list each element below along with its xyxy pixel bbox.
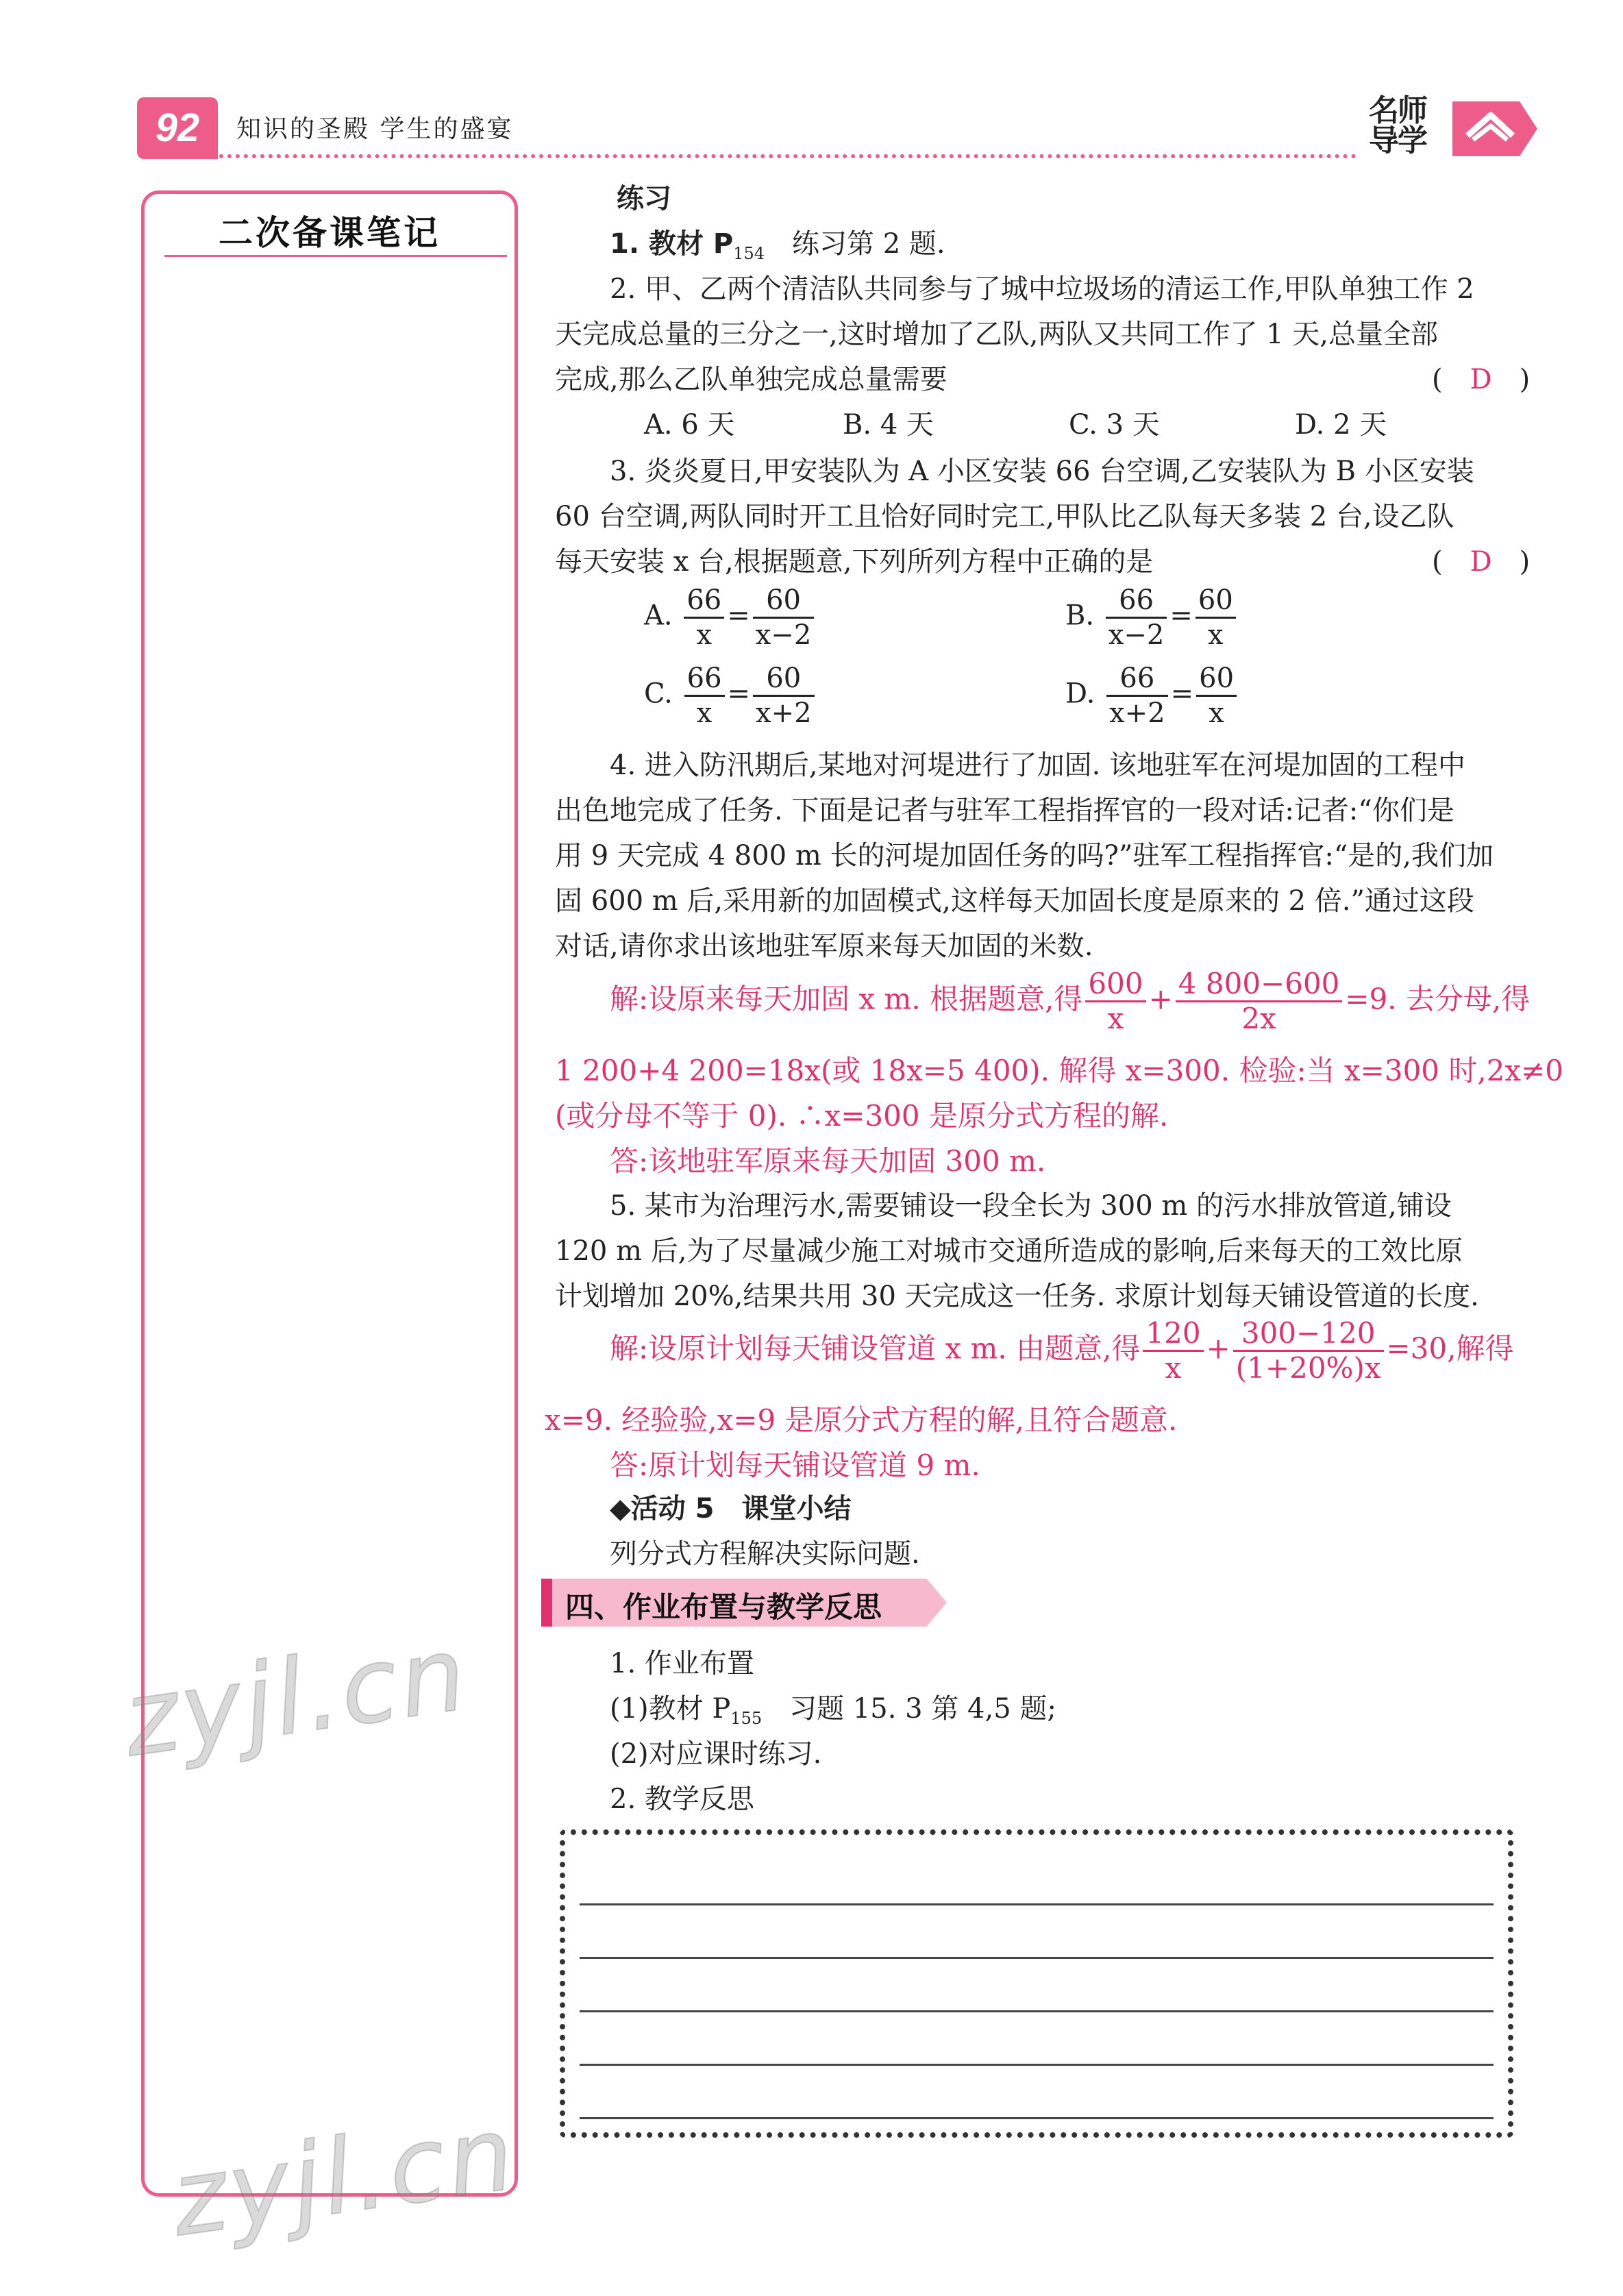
section-4-banner-bar — [541, 1579, 552, 1627]
reflection-heading: 2. 教学反思 — [610, 1783, 754, 1815]
notes-title: 二次备课笔记 — [219, 213, 441, 253]
plus-sign: + — [1148, 982, 1173, 1016]
q2-answer: D — [1470, 364, 1492, 395]
frac-den: x+2 — [756, 698, 812, 729]
q5-solution-line-1 — [610, 1317, 1514, 1385]
reflection-line — [580, 2010, 1494, 2012]
q3-option-a: A. $\frac{66}{x}$ = $\frac{60}{x-2}$ — [644, 584, 817, 652]
q2-option-d: D. 2 天 — [1295, 409, 1387, 441]
reflection-line — [580, 1957, 1494, 1959]
frac-den: x — [1209, 698, 1224, 729]
question-2-line-2: 天完成总量的三分之一,这时增加了乙队,两队又共同工作了 1 天,总量全部 — [555, 319, 1439, 350]
q5-sol-text: 解:设原计划每天铺设管道 x m. 由题意,得 — [610, 1331, 1141, 1366]
q4-solution-line-3: (或分母不等于 0). ∴x=300 是原分式方程的解. — [555, 1099, 1169, 1133]
page-number: 92 — [137, 97, 218, 159]
section-4-title: 四、作业布置与教学反思 — [565, 1590, 882, 1624]
q4-solution-line-2: 1 200+4 200=18x(或 18x=5 400). 解得 x=300. 检验:当 x=300 时,2x≠0 — [555, 1054, 1564, 1087]
frac-num: 4 800−600 — [1176, 967, 1343, 1002]
frac-den: x+2 — [1109, 698, 1165, 729]
option-label: B. — [1065, 600, 1095, 632]
frac-den: x — [696, 698, 713, 729]
brand-logo-text — [1369, 93, 1451, 158]
hw1-page-sub: 155 — [730, 1709, 763, 1728]
frac-num: 66 — [684, 662, 725, 697]
activity-5-title — [610, 1487, 852, 1526]
homework-item-2: (2)对应课时练习. — [610, 1738, 822, 1770]
frac-den: x−2 — [1108, 619, 1165, 651]
q4-sol-text: 解:设原来每天加固 x m. 根据题意,得 — [610, 982, 1083, 1016]
q5-solution-line-2: x=9. 经验验,x=9 是原分式方程的解,且符合题意. — [545, 1403, 1178, 1437]
reflection-box — [560, 1829, 1513, 2138]
q5-sol-text-2: =30,解得 — [1386, 1331, 1514, 1366]
notes-sidebar — [141, 190, 518, 2197]
frac-den: x — [1208, 619, 1224, 651]
q5-solution-line-3: 答:原计划每天铺设管道 9 m. — [610, 1448, 980, 1482]
frac-num: 60 — [753, 662, 815, 697]
header-divider — [219, 154, 1356, 158]
hw1-rest: 习题 15. 3 第 4,5 题; — [762, 1693, 1056, 1725]
question-5-line-3: 计划增加 20%,结果共用 30 天完成这一任务. 求原计划每天铺设管道的长度. — [555, 1281, 1479, 1312]
q3-answer: D — [1470, 546, 1492, 578]
q2-option-b: B. 4 天 — [843, 409, 934, 441]
logo-line-2: 导学 — [1369, 123, 1426, 158]
q2-answer-bracket: ( D ) — [1432, 364, 1531, 395]
q1-page-sub: 154 — [733, 244, 765, 263]
q3-option-c: C. $\frac{66}{x}$ = $\frac{60}{x+2}$ — [644, 662, 817, 730]
frac-den: 2x — [1241, 1002, 1276, 1035]
frac-num: 120 — [1143, 1317, 1203, 1352]
frac-num: 60 — [1196, 662, 1237, 697]
brand-logo-icon — [1452, 96, 1537, 162]
question-4-line-5: 对话,请你求出该地驻军原来每天加固的米数. — [555, 930, 1093, 962]
watermark: zyjl.cn — [116, 1614, 475, 1781]
practice-heading: 练习 — [617, 183, 671, 214]
question-2-line-1: 2. 甲、乙两个清洁队共同参与了城中垃圾场的清运工作,甲队单独工作 2 — [610, 273, 1474, 305]
notes-title-underline — [164, 255, 507, 257]
q4-solution-line-4: 答:该地驻军原来每天加固 300 m. — [610, 1144, 1046, 1178]
activity-5-title-text: ◆活动 5 课堂小结 — [610, 1493, 852, 1525]
question-1 — [610, 222, 945, 263]
frac-num: 60 — [1195, 584, 1236, 619]
frac-den: x−2 — [755, 619, 812, 651]
plus-sign: + — [1206, 1331, 1230, 1366]
question-3-line-3: 每天安装 x 台,根据题意,下列所列方程中正确的是 — [555, 546, 1154, 578]
question-3-line-1: 3. 炎炎夏日,甲安装队为 A 小区安装 66 台空调,乙安装队为 B 小区安装 — [610, 456, 1474, 487]
reflection-line — [580, 2117, 1494, 2119]
option-label: C. — [644, 678, 673, 710]
watermark: zyjl.cn — [164, 2093, 523, 2260]
frac-den: x — [1165, 1351, 1182, 1385]
question-3-line-2: 60 台空调,两队同时开工且恰好同时完工,甲队比乙队每天多装 2 台,设乙队 — [555, 501, 1454, 532]
frac-num: 60 — [753, 584, 815, 619]
frac-den: (1+20%)x — [1235, 1351, 1381, 1385]
hw1-text: (1)教材 P — [610, 1693, 731, 1725]
frac-num: 66 — [1106, 584, 1167, 619]
q3-option-d: D. $\frac{66}{x+2}$ = $\frac{60}{x}$ — [1065, 662, 1239, 730]
frac-num: 600 — [1085, 967, 1145, 1002]
question-4-line-4: 固 600 m 后,采用新的加固模式,这样每天加固长度是原来的 2 倍.”通过这段 — [555, 885, 1474, 917]
question-2-line-3: 完成,那么乙队单独完成总量需要 — [555, 364, 947, 395]
q1-rest: 练习第 2 题. — [765, 228, 945, 260]
option-label: A. — [644, 600, 673, 632]
frac-den: x — [1107, 1002, 1124, 1035]
question-5-line-2: 120 m 后,为了尽量减少施工对城市交通所造成的影响,后来每天的工效比原 — [555, 1235, 1463, 1267]
option-label: D. — [1065, 678, 1095, 710]
homework-heading: 1. 作业布置 — [610, 1648, 754, 1679]
reflection-line — [580, 2064, 1494, 2066]
reflection-line — [580, 1903, 1494, 1905]
question-4-line-3: 用 9 天完成 4 800 m 长的河堤加固任务的吗?”驻军工程指挥官:“是的,我们加 — [555, 840, 1494, 872]
question-5-line-1: 5. 某市为治理污水,需要铺设一段全长为 300 m 的污水排放管道,铺设 — [610, 1190, 1452, 1222]
activity-5-content: 列分式方程解决实际问题. — [610, 1538, 920, 1570]
q2-option-c: C. 3 天 — [1069, 409, 1160, 441]
question-4-line-1: 4. 进入防汛期后,某地对河堤进行了加固. 该地驻军在河堤加固的工程中 — [610, 750, 1466, 781]
header-slogan: 知识的圣殿 学生的盛宴 — [236, 115, 514, 143]
homework-item-1 — [610, 1687, 1056, 1728]
q3-answer-bracket: ( D ) — [1432, 546, 1531, 578]
q1-text: 1. 教材 P — [610, 228, 734, 260]
frac-num: 66 — [1106, 662, 1168, 697]
frac-den: x — [696, 619, 713, 651]
q3-option-b: B. $\frac{66}{x-2}$ = $\frac{60}{x}$ — [1065, 584, 1239, 652]
logo-line-1: 名师 — [1369, 93, 1426, 128]
q4-solution-line-1 — [610, 967, 1530, 1035]
question-4-line-2: 出色地完成了任务. 下面是记者与驻军工程指挥官的一段对话:记者:“你们是 — [555, 795, 1454, 826]
frac-num: 66 — [684, 584, 724, 619]
q2-option-a: A. 6 天 — [644, 409, 735, 441]
q4-sol-text-2: =9. 去分母,得 — [1345, 982, 1531, 1016]
frac-num: 300−120 — [1233, 1317, 1384, 1352]
